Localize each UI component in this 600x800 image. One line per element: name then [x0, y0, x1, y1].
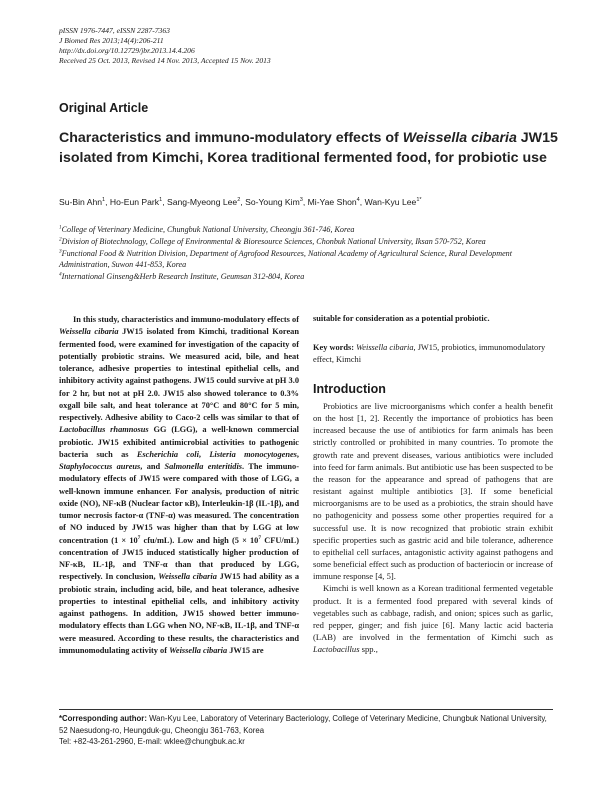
received-dates: Received 25 Oct. 2013, Revised 14 Nov. 2013, Accepted 15 Nov. 2013: [59, 56, 271, 65]
corresponding-author-label: *Corresponding author:: [59, 714, 147, 723]
corresponding-author-line: *Corresponding author: Wan-Kyu Lee, Laboratory of Veterinary Bacteriology, College of Veterinary Medicine, Chungbuk National University, 52 Naesudong-ro, Heungduk-gu, Cheongju 361-763, Korea: [59, 714, 547, 735]
author: So-Young Kim$^3$,: [245, 197, 308, 207]
affiliation: $^2$Division of Biotechnology, College of Environmental & Bioresource Sciences, Chonbuk National University, Iksan 570-752, Korea: [59, 236, 486, 246]
doi-link[interactable]: http://dx.doi.org/10.12729/jbr.2013.14.4.206: [59, 46, 195, 55]
introduction-body: [313, 400, 553, 655]
corresponding-author-note: [59, 713, 553, 748]
issn-line: pISSN 1976-7447, eISSN 2287-7363: [59, 26, 170, 35]
intro-paragraph-1: Probiotics are live microorganisms which confer a health benefit on the host [1, 2]. Recently the importance of probiotics has been increased because the use of antibiotics for farm animals has been strictly controlled or prohibited in many countries. To promote the growth rate and prevent diseases, various antibiotics were included into feed for farm animals. But antibiotic use has been suspected to be the reason for the appearance and spread of pathogens that are resistant against multiple antibiotics [3]. If some beneficial microorganisms are to be used as a probiotics, the strain should have no pathogenicity and possess some other properties required for a successful use. It is now recognized that probiotic strain exhibit specific properties such as gastric acid and bile tolerance, adherence to epithelial cell surfaces, antagonistic activity against pathogens and some beneficial effect such as production of bacteriocin or increase of immune response [4, 5].: [313, 401, 553, 582]
author: Su-Bin Ahn$^1$,: [59, 197, 110, 207]
affiliation: $^1$College of Veterinary Medicine, Chungbuk National University, Cheongju 361-746, Korea: [59, 224, 355, 234]
keywords: [313, 342, 553, 365]
article-title: [59, 128, 559, 168]
footnote-divider: [59, 709, 553, 710]
journal-meta: [59, 26, 271, 66]
author: Mi-Yae Shon$^4$,: [307, 197, 365, 207]
title-species: Weissella cibaria: [402, 130, 517, 146]
affiliation: $^3$Functional Food & Nutrition Division, Department of Agrofood Resources, National Academy of Agricultural Science, Rural Development Administration, Suwon 441-853, Korea: [59, 248, 512, 269]
author: Ho-Eun Park$^1$,: [109, 197, 167, 207]
keywords-list: , JW15, probiotics, immunomodulatory effect, Kimchi: [313, 343, 546, 364]
keywords-species: Weissella cibaria: [356, 343, 414, 352]
author: Wan-Kyu Lee$^{1*}$: [364, 197, 422, 207]
author-list: [59, 197, 559, 207]
contact-line: Tel: +82-43-261-2960, E-mail: wklee@chungbuk.ac.kr: [59, 737, 245, 746]
abstract-text: In this study, characteristics and immuno-modulatory effects of Weissella cibaria JW15 isolated from Kimchi, traditional Korean fermented food, were examined for investigation of the capacity of potentially probiotic strains. We measured acid, bile, and heat tolerance, adhesive properties to intestinal epithelial cells, and inhibitory activity against pathogens. JW15 could survive at pH 3.0 for 2 hr, but not at pH 2.0. JW15 also showed tolerance to 0.3% oxgall bile salt, and heat tolerance at 70°C and 80°C for 5 min, respectively. Adhesive ability to Caco-2 cells was similar to that of Lactobacillus rhamnosus GG (LGG), a well-known commercial probiotic. JW15 exhibited antimicrobial activities to pathogenic bacteria such as Escherichia coli, Listeria monocytogenes, Staphylococcus aureus, and Salmonella enteritidis. The immuno-modulatory effects of JW15 were compared with those of LGG, a well-known immune enhancer. For analysis, production of nitric oxide (NO), NF-κB (Nuclear factor κB), Interleukin-1β (IL-1β), and tumor necrosis factor-α (TNF-α) was measured. The concentration of NO induced by JW15 was higher than that by LGG at low concentration ($1 \times 10^7$ cfu/mL). Low and high ($5 \times 10^7$ CFU/mL) concentration of JW15 induced statistically higher production of NF-κB, IL-1β, and TNF-α than that produced by LGG, respectively. In conclusion, Weissella cibaria JW15 had ability as a probiotic strain, including acid, bile, and heat tolerance, adhesive properties to intestinal epithelial cells, and inhibitory activity against pathogens. In addition, JW15 showed better immuno-modulatory effects than LGG when NO, NF-κB, IL-1β, and TNF-α were measured. According to these results, the characteristics and immunomodulating activity of Weissella cibaria JW15 are: [59, 315, 300, 655]
affiliation: $^4$International Ginseng&Herb Research Institute, Geumsan 312-804, Korea: [59, 271, 305, 281]
title-part-2: JW15 isolated from Kimchi, Korea traditional fermented food, for probiotic use: [59, 130, 558, 166]
title-part-1: Characteristics and immuno-modulatory effects of: [59, 130, 403, 146]
journal-citation: J Biomed Res 2013;14(4):206-211: [59, 36, 164, 45]
abstract-continuation: suitable for consideration as a potential probiotic.: [313, 314, 490, 323]
section-heading-introduction: Introduction: [313, 382, 386, 396]
article-type: Original Article: [59, 101, 149, 115]
author: Sang-Myeong Lee$^2$,: [166, 197, 246, 207]
intro-paragraph-2: Kimchi is well known as a Korean traditional fermented vegetable product. It is a fermented food prepared with several kinds of vegetables such as cabbage, radish, and onion; spices such as garlic, red pepper, ginger; and fish juice [6]. Many lactic acid bacteria (LAB) are involved in the fermentation of Kimchi such as Lactobacillus spp.,: [313, 583, 553, 655]
abstract: [59, 314, 299, 657]
keywords-label: Key words:: [313, 343, 357, 352]
affiliations: [59, 224, 551, 283]
